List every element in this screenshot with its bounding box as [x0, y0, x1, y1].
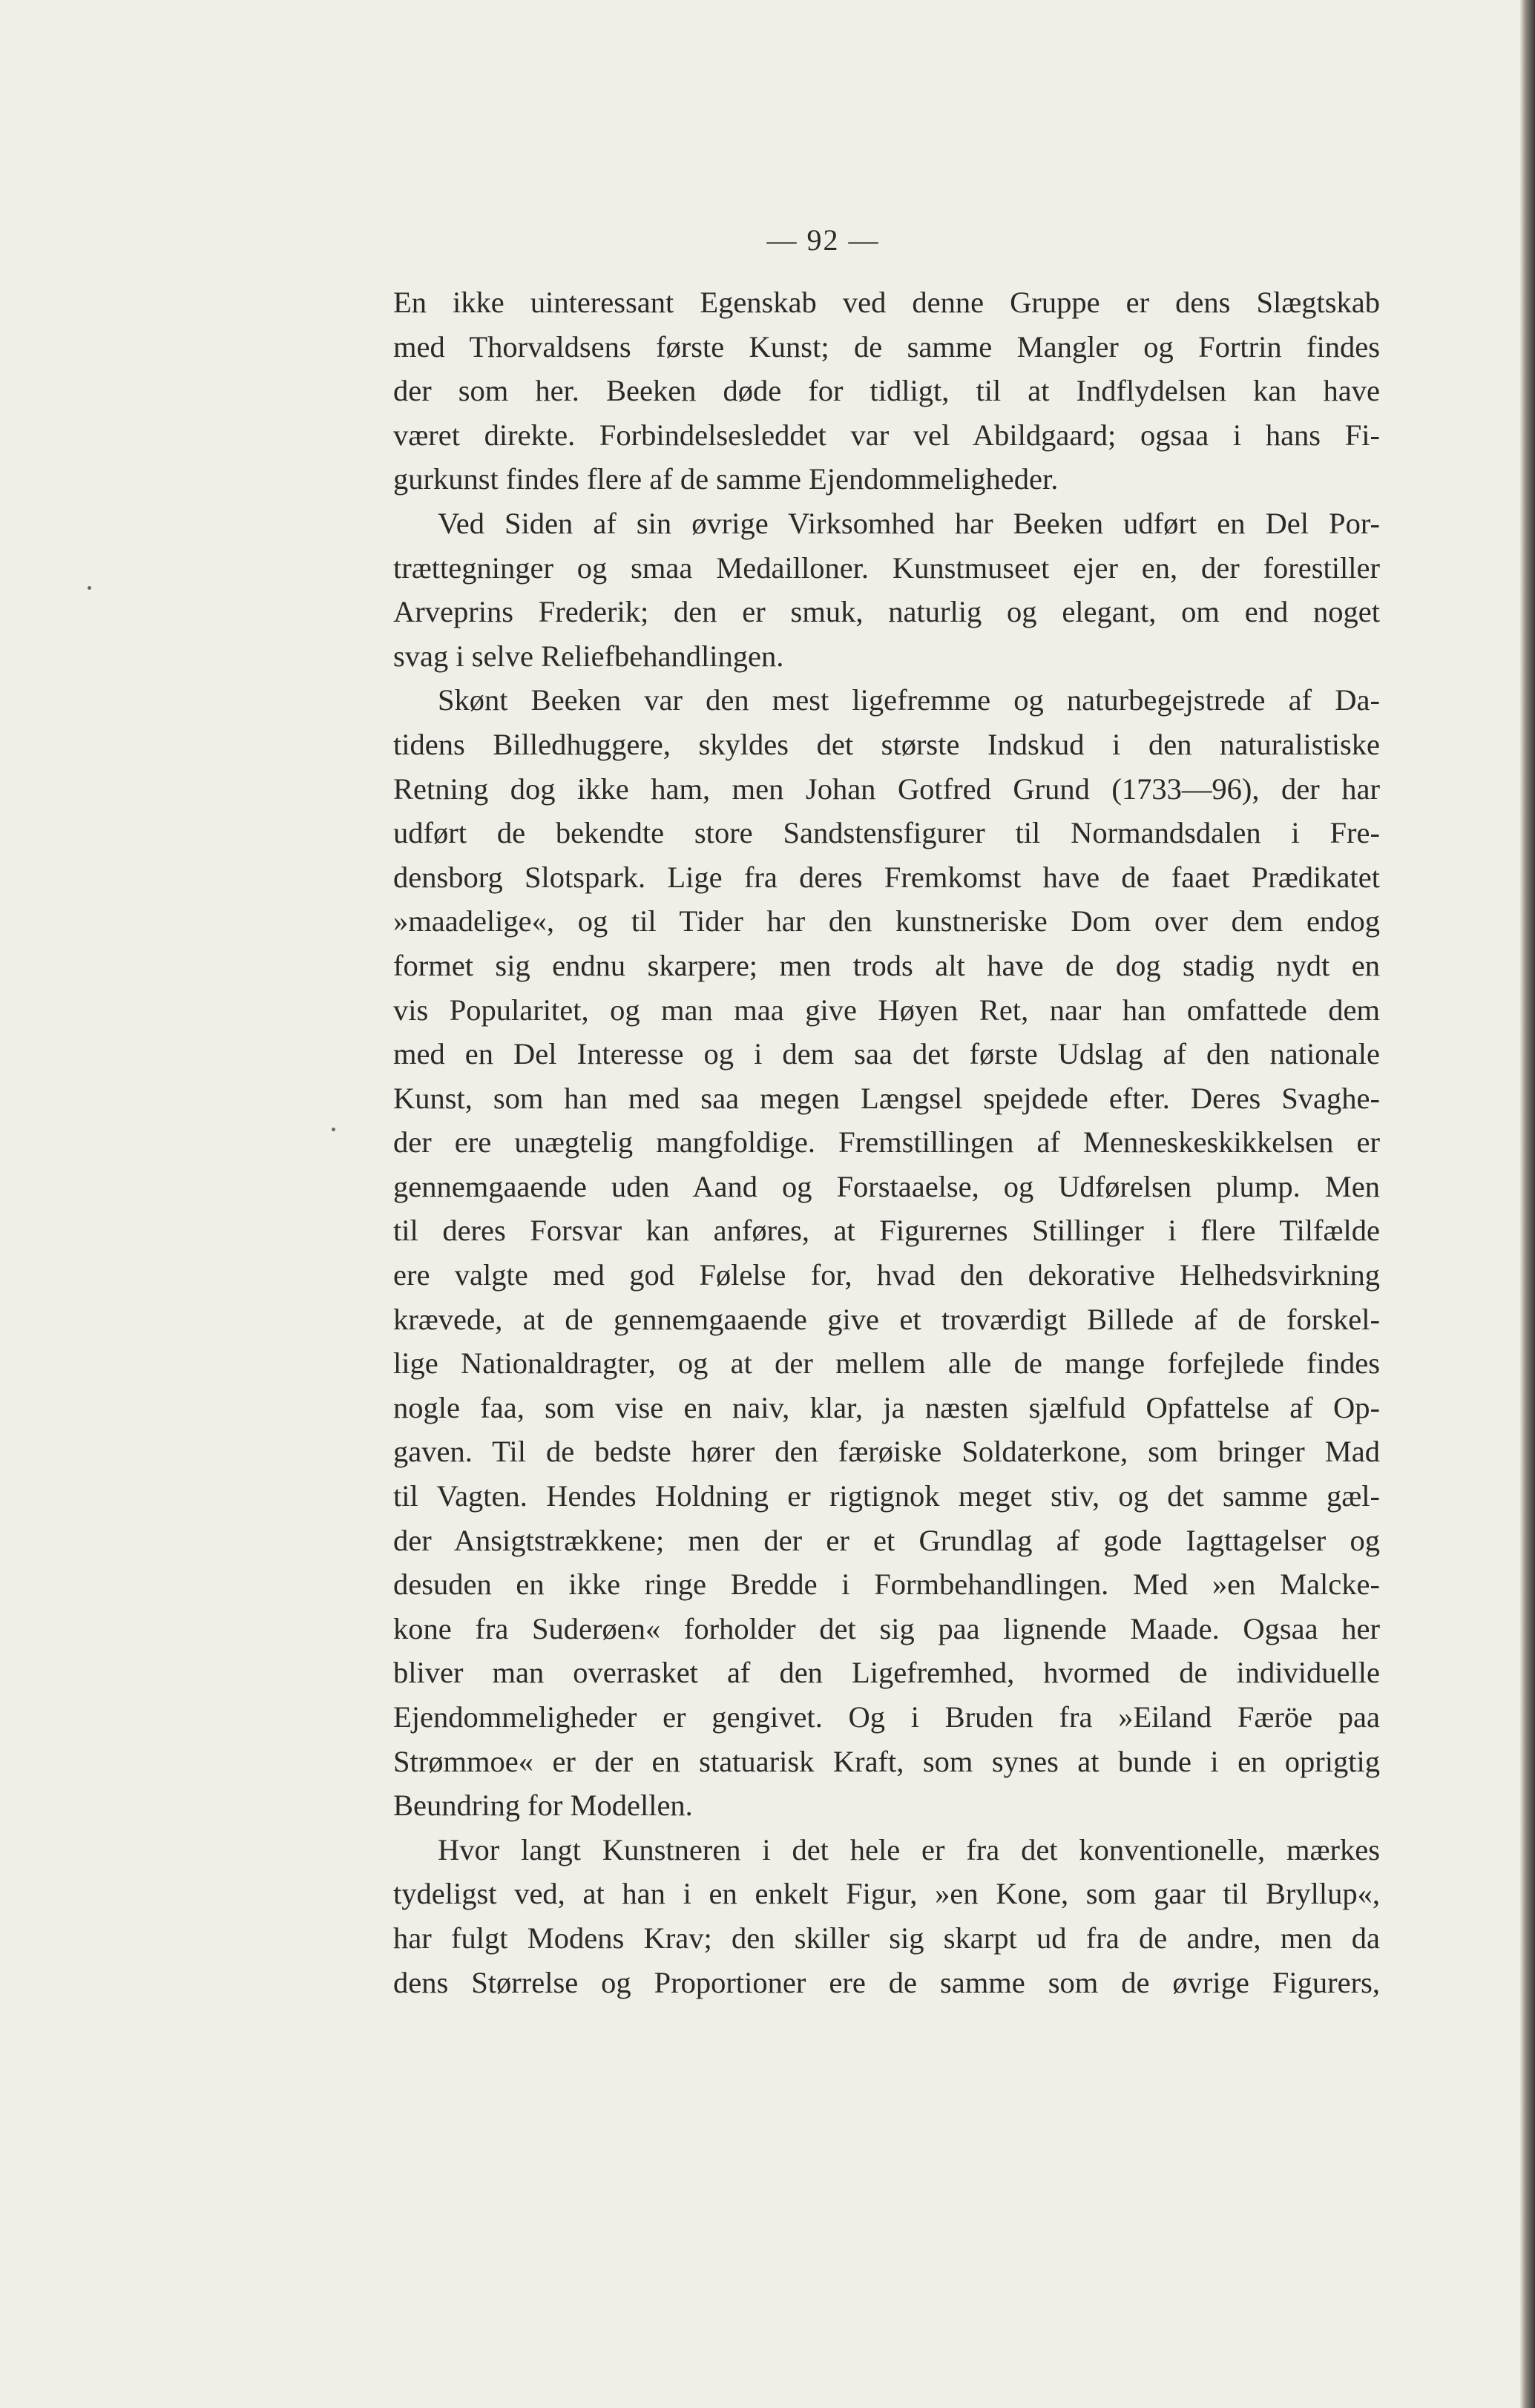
text-line: tydeligst ved, at han i en enkelt Figur, »en Kone, som gaar til Bryllup«, [393, 1877, 1380, 1911]
text-line: med Thorvaldsens første Kunst; de samme Mangler og Fortrin findes [393, 329, 1380, 363]
margin-speck [88, 586, 91, 590]
text-line: har fulgt Modens Krav; den skiller sig skarpt ud fra de andre, men da [393, 1921, 1380, 1955]
text-line: ere valgte med god Følelse for, hvad den dekorative Helhedsvirkning [393, 1258, 1380, 1292]
text-line: gurkunst findes flere af de samme Ejendommeligheder. [393, 462, 1059, 496]
text-line: Skønt Beeken var den mest ligefremme og naturbegejstrede af Da- [438, 683, 1380, 717]
text-line: med en Del Interesse og i dem saa det første Udslag af den nationale [393, 1037, 1380, 1071]
text-line: gaven. Til de bedste hører den færøiske Soldaterkone, som bringer Mad [393, 1435, 1380, 1469]
text-line: vis Popularitet, og man maa give Høyen Ret, naar han omfattede dem [393, 993, 1380, 1027]
text-line: der Ansigtstrækkene; men der er et Grundlag af gode Iagttagelser og [393, 1523, 1380, 1557]
text-line: nogle faa, som vise en naiv, klar, ja næsten sjælfuld Opfattelse af Op- [393, 1390, 1380, 1424]
margin-speck [332, 1128, 335, 1131]
text-line: Arveprins Frederik; den er smuk, naturlig og elegant, om end noget [393, 595, 1380, 629]
text-line: Ved Siden af sin øvrige Virksomhed har Beeken udført en Del Por- [438, 506, 1380, 540]
text-line: Retning dog ikke ham, men Johan Gotfred Grund (1733—96), der har [393, 772, 1380, 806]
text-line: været direkte. Forbindelsesleddet var vel Abildgaard; ogsaa i hans Fi- [393, 418, 1380, 452]
text-line: Strømmoe« er der en statuarisk Kraft, som synes at bunde i en oprigtig [393, 1744, 1380, 1778]
text-line: Beundring for Modellen. [393, 1789, 693, 1823]
text-line: trættegninger og smaa Medailloner. Kunstmuseet ejer en, der forestiller [393, 550, 1380, 585]
text-line: Hvor langt Kunstneren i det hele er fra det konventionelle, mærkes [438, 1832, 1380, 1866]
text-line: der ere unægtelig mangfoldige. Fremstillingen af Menneskeskikkelsen er [393, 1125, 1380, 1159]
text-line: udført de bekendte store Sandstensfigurer til Normandsdalen i Fre- [393, 816, 1380, 850]
text-line: gennemgaaende uden Aand og Forstaaelse, og Udførelsen plump. Men [393, 1169, 1380, 1203]
text-line: desuden en ikke ringe Bredde i Formbehandlingen. Med »en Malcke- [393, 1567, 1380, 1602]
text-line: Kunst, som han med saa megen Længsel spejdede efter. Deres Svaghe- [393, 1081, 1380, 1115]
text-line: Ejendommeligheder er gengivet. Og i Bruden fra »Eiland Færöe paa [393, 1700, 1380, 1734]
text-line: til deres Forsvar kan anføres, at Figurernes Stillinger i flere Tilfælde [393, 1214, 1380, 1248]
text-line: bliver man overrasket af den Ligefremhed, hvormed de individuelle [393, 1656, 1380, 1690]
text-line: dens Størrelse og Proportioner ere de samme som de øvrige Figurers, [393, 1965, 1380, 1999]
text-line: krævede, at de gennemgaaende give et troværdigt Billede af de forskel- [393, 1302, 1380, 1336]
text-line: »maadelige«, og til Tider har den kunstneriske Dom over dem endog [393, 904, 1380, 938]
text-line: til Vagten. Hendes Holdning er rigtignok meget stiv, og det samme gæl- [393, 1479, 1380, 1513]
text-line: der som her. Beeken døde for tidligt, til at Indflydelsen kan have [393, 374, 1380, 408]
text-line: svag i selve Reliefbehandlingen. [393, 639, 784, 673]
text-line: En ikke uinteressant Egenskab ved denne Gruppe er dens Slægtskab [393, 286, 1380, 319]
page-edge [1520, 0, 1535, 2408]
text-line: densborg Slotspark. Lige fra deres Fremkomst have de faaet Prædikatet [393, 860, 1380, 894]
text-line: formet sig endnu skarpere; men trods alt have de dog stadig nydt en [393, 948, 1380, 982]
page-number: — 92 — [766, 223, 880, 257]
body-text [393, 280, 1380, 2004]
text-line: kone fra Suderøen« forholder det sig paa lignende Maade. Ogsaa her [393, 1611, 1380, 1645]
text-line: lige Nationaldragter, og at der mellem alle de mange forfejlede findes [393, 1346, 1380, 1381]
text-line: tidens Billedhuggere, skyldes det største Indskud i den naturalistiske [393, 727, 1380, 761]
